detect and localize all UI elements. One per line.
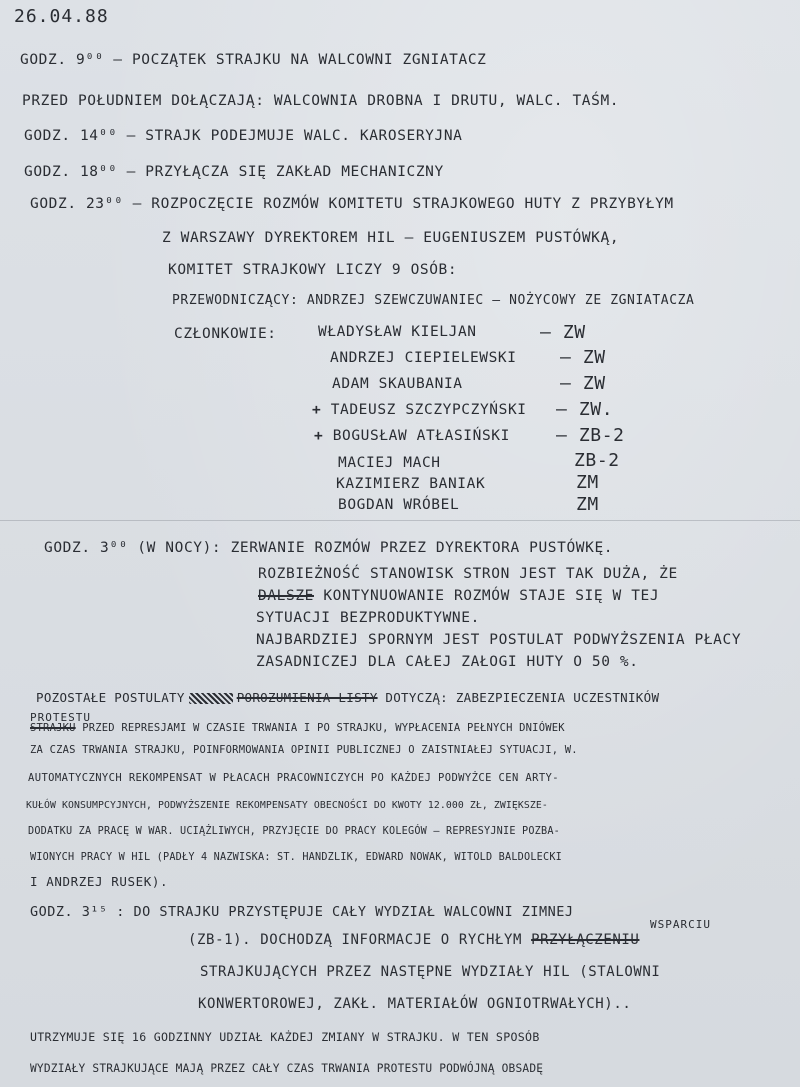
member-name: KAZIMIERZ BANIAK bbox=[336, 476, 486, 492]
chair-name: ANDRZEJ SZEWCZUWANIEC – NOŻYCOWY ZE ZGNIATACZA bbox=[306, 293, 695, 308]
night-line-2: ROZBIEŻNOŚĆ STANOWISK STRON JEST TAK DUŻA, ŻE bbox=[258, 566, 678, 582]
member-dept: – ZB-2 bbox=[556, 425, 625, 446]
members-label: CZŁONKOWIE: bbox=[174, 326, 277, 342]
member-name: ANDRZEJ CIEPIELEWSKI bbox=[330, 350, 517, 366]
chair-label: PRZEWODNICZĄCY: bbox=[172, 293, 299, 308]
postulates-line-2 bbox=[30, 722, 565, 734]
crossed-out-word: DALSZE bbox=[258, 588, 314, 604]
crossed-out-word: PRZYŁĄCZENIU bbox=[531, 932, 640, 948]
postulates-line-1 bbox=[36, 690, 659, 705]
member-mark: + bbox=[312, 402, 322, 418]
late-line-6: WYDZIAŁY STRAJKUJĄCE MAJĄ PRZEZ CAŁY CZAS TRWANIA PROTESTU PODWÓJNĄ OBSADĘ bbox=[30, 1062, 544, 1075]
night-line-3 bbox=[258, 588, 659, 604]
entry-line-6: Z WARSZAWY DYREKTOREM HIL – EUGENIUSZEM PUSTÓWKĄ, bbox=[162, 230, 620, 246]
postulates-line-8: I ANDRZEJ RUSEK). bbox=[30, 874, 169, 889]
entry-line-3: GODZ. 14⁰⁰ – STRAJK PODEJMUJE WALC. KAROSERYJNA bbox=[24, 128, 463, 144]
late-line-5: UTRZYMUJE SIĘ 16 GODZINNY UDZIAŁ KAŻDEJ ZMIANY W STRAJKU. W TEN SPOSÓB bbox=[30, 1030, 540, 1044]
date: 26.04.88 bbox=[14, 6, 109, 27]
night-line-3-text: KONTYNUOWANIE ROZMÓW STAJE SIĘ W TEJ bbox=[323, 588, 660, 604]
night-line-6: ZASADNICZEJ DLA CAŁEJ ZAŁOGI HUTY O 50 %. bbox=[256, 654, 639, 670]
committee-chair-row bbox=[172, 293, 694, 308]
inserted-word: WSPARCIU bbox=[650, 918, 711, 931]
postulates-line-4: AUTOMATYCZNYCH REKOMPENSAT W PŁACACH PRACOWNICZYCH PO KAŻDEJ PODWYŻCE CEN ARTY- bbox=[28, 772, 560, 784]
entry-line-4: GODZ. 18⁰⁰ – PRZYŁĄCZA SIĘ ZAKŁAD MECHANICZNY bbox=[24, 164, 444, 180]
entry-line-5: GODZ. 23⁰⁰ – ROZPOCZĘCIE ROZMÓW KOMITETU STRAJKOWEGO HUTY Z PRZYBYŁYM bbox=[30, 196, 674, 212]
member-row bbox=[338, 455, 441, 471]
late-line-2 bbox=[188, 932, 639, 948]
crossed-out-phrase: POROZUMIENIA LISTY bbox=[236, 690, 378, 705]
late-line-1: GODZ. 3¹⁵ : DO STRAJKU PRZYSTĘPUJE CAŁY WYDZIAŁ WALCOWNI ZIMNEJ bbox=[30, 904, 574, 920]
member-dept: – ZW bbox=[540, 322, 586, 343]
member-name: WŁADYSŁAW KIELJAN bbox=[318, 324, 477, 340]
late-line-4: KONWERTOROWEJ, ZAKŁ. MATERIAŁÓW OGNIOTRWAŁYCH).. bbox=[198, 996, 632, 1012]
late-line-3: STRAJKUJĄCYCH PRZEZ NASTĘPNE WYDZIAŁY HIL (STALOWNI bbox=[200, 964, 661, 980]
member-name: ADAM SKAUBANIA bbox=[332, 376, 463, 392]
night-line-1: GODZ. 3⁰⁰ (W NOCY): ZERWANIE ROZMÓW PRZEZ DYREKTORA PUSTÓWKĘ. bbox=[44, 540, 614, 556]
entry-line-1: GODZ. 9⁰⁰ – POCZĄTEK STRAJKU NA WALCOWNI ZGNIATACZ bbox=[20, 52, 487, 68]
member-name: BOGUSŁAW ATŁASIŃSKI bbox=[332, 428, 510, 444]
member-mark: + bbox=[314, 428, 324, 444]
member-name: TADEUSZ SZCZYPCZYŃSKI bbox=[330, 402, 527, 418]
night-line-5: NAJBARDZIEJ SPORNYM JEST POSTULAT PODWYŻSZENIA PŁACY bbox=[256, 632, 742, 648]
inserted-word: PROTESTU bbox=[30, 711, 91, 724]
postulates-lead: POZOSTAŁE POSTULATY bbox=[36, 690, 185, 705]
member-dept: – ZW bbox=[560, 347, 606, 368]
member-row bbox=[338, 497, 459, 513]
member-row bbox=[332, 376, 463, 392]
member-name: MACIEJ MACH bbox=[338, 455, 441, 471]
member-dept: ZB-2 bbox=[574, 450, 620, 471]
member-dept: ZM bbox=[576, 494, 599, 515]
postulates-line-6: DODATKU ZA PRACĘ W WAR. UCIĄŻLIWYCH, PRZYJĘCIE DO PRACY KOLEGÓW – REPRESYJNIE POZBA- bbox=[28, 826, 561, 837]
paper-fold bbox=[0, 520, 800, 521]
member-row bbox=[336, 476, 485, 492]
entry-line-2: PRZED POŁUDNIEM DOŁĄCZAJĄ: WALCOWNIA DROBNA I DRUTU, WALC. TAŚM. bbox=[22, 93, 620, 109]
postulates-line-1-text: DOTYCZĄ: ZABEZPIECZENIA UCZESTNIKÓW bbox=[385, 690, 660, 705]
member-row bbox=[330, 350, 517, 366]
member-row bbox=[312, 402, 527, 418]
member-dept: – ZW bbox=[560, 373, 606, 394]
member-name: BOGDAN WRÓBEL bbox=[338, 497, 460, 513]
postulates-line-7: WIONYCH PRACY W HIL (PADŁY 4 NAZWISKA: ST. HANDZLIK, EDWARD NOWAK, WITOLD BALDOLECKI bbox=[30, 852, 563, 863]
member-dept: – ZW. bbox=[556, 399, 614, 420]
member-row bbox=[314, 428, 510, 444]
postulates-line-5: KUŁÓW KONSUMPCYJNYCH, PODWYŻSZENIE REKOMPENSATY OBECNOŚCI DO KWOTY 12.000 ZŁ, ZWIĘKSZE- bbox=[26, 800, 548, 811]
postulates-line-2-text: PRZED REPRESJAMI W CZASIE TRWANIA I PO STRAJKU, WYPŁACENIA PEŁNYCH DNIÓWEK bbox=[82, 722, 565, 734]
night-line-4: SYTUACJI BEZPRODUKTYWNE. bbox=[256, 610, 480, 626]
late-line-2-text: (ZB-1). DOCHODZĄ INFORMACJE O RYCHŁYM bbox=[188, 932, 523, 948]
entry-line-7: KOMITET STRAJKOWY LICZY 9 OSÓB: bbox=[168, 262, 458, 278]
crossed-out-word: STRAJKU bbox=[30, 722, 76, 734]
postulates-line-3: ZA CZAS TRWANIA STRAJKU, POINFORMOWANIA OPINII PUBLICZNEJ O ZAISTNIAŁEJ SYTUACJI, W. bbox=[30, 744, 578, 756]
scribble-mark bbox=[189, 693, 233, 704]
member-dept: ZM bbox=[576, 472, 599, 493]
member-row bbox=[318, 324, 477, 340]
